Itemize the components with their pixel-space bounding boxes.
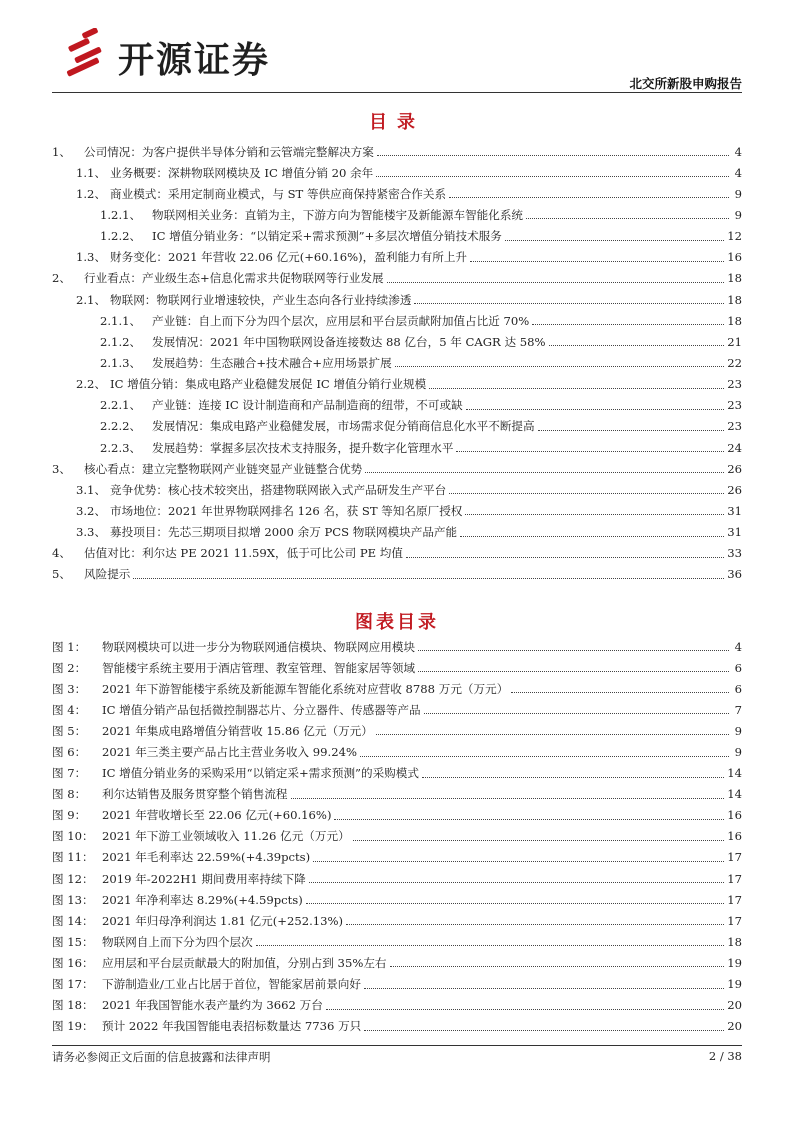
entry-number: 图 7： — [52, 766, 87, 781]
entry-page: 17 — [727, 871, 742, 886]
dot-leader — [549, 345, 725, 346]
entry-title: 2021 年归母净利润达 1.81 亿元(+252.13%) — [102, 913, 344, 928]
entry-page: 31 — [727, 503, 742, 518]
toc-entry[interactable] — [52, 564, 742, 585]
entry-number: 3.2、 — [76, 503, 107, 518]
dot-leader — [365, 472, 724, 473]
dot-leader — [418, 671, 729, 672]
entry-number: 2.2.3、 — [100, 440, 142, 455]
entry-title: 募投项目：先芯三期项目拟增 2000 余万 PCS 物联网模块产品产能 — [110, 525, 458, 540]
entry-number: 5、 — [52, 567, 71, 582]
figure-entry[interactable] — [52, 847, 742, 868]
toc-entry[interactable] — [52, 543, 742, 564]
entry-page: 26 — [727, 482, 742, 497]
entry-title: 产业链：自上而下分为四个层次，应用层和平台层贡献附加值占比近 70% — [152, 313, 530, 328]
toc-entry[interactable] — [52, 183, 742, 204]
entry-title: 发展情况：2021 年中国物联网设备连接数达 88 亿台，5 年 CAGR 达 58% — [152, 334, 546, 349]
dot-leader — [406, 557, 724, 558]
entry-page: 6 — [734, 660, 742, 675]
entry-page: 6 — [734, 681, 742, 696]
entry-title: 风险提示 — [84, 567, 131, 582]
entry-title: IC 增值分销业务：“以销定采+需求预测”+多层次增值分销技术服务 — [152, 229, 502, 244]
entry-page: 20 — [727, 998, 742, 1013]
figure-entry[interactable] — [52, 952, 742, 973]
entry-page: 16 — [727, 250, 742, 265]
entry-title: 公司情况：为客户提供半导体分销和云管端完整解决方案 — [84, 144, 374, 159]
entry-number: 图 4： — [52, 702, 87, 717]
figure-entry[interactable] — [52, 974, 742, 995]
dot-leader — [505, 240, 724, 241]
entry-page: 9 — [734, 186, 742, 201]
entry-page: 24 — [727, 440, 742, 455]
entry-page: 26 — [727, 461, 742, 476]
figure-entry[interactable] — [52, 826, 742, 847]
entry-number: 图 5： — [52, 723, 87, 738]
entry-number: 2.2、 — [76, 377, 107, 392]
company-name: 开源证券 — [118, 40, 271, 81]
entry-number: 2.2.1、 — [100, 398, 142, 413]
figure-entry[interactable] — [52, 889, 742, 910]
figure-entry[interactable] — [52, 678, 742, 699]
entry-title: 2021 年我国智能水表产量约为 3662 万台 — [102, 998, 323, 1013]
entry-title: 产业链：连接 IC 设计制造商和产品制造商的纽带，不可或缺 — [152, 398, 463, 413]
entry-title: 物联网相关业务：直销为主，下游方向为智能楼宇及新能源车智能化系统 — [152, 207, 524, 222]
toc-entry[interactable] — [52, 331, 742, 352]
entry-page: 33 — [727, 546, 742, 561]
toc-entry[interactable] — [52, 416, 742, 437]
toc-entry[interactable] — [52, 374, 742, 395]
dot-leader — [532, 324, 724, 325]
entry-number: 1、 — [52, 144, 71, 159]
dot-leader — [364, 988, 724, 989]
dot-leader — [456, 451, 724, 452]
dot-leader — [414, 303, 724, 304]
entry-title: 2019 年-2022H1 期间费用率持续下降 — [102, 871, 306, 886]
dot-leader — [326, 1009, 724, 1010]
entry-title: 估值对比：利尔达 PE 2021 11.59X，低于可比公司 PE 均值 — [84, 546, 403, 561]
figure-entry[interactable] — [52, 657, 742, 678]
dot-leader — [429, 388, 724, 389]
dot-leader — [511, 692, 729, 693]
entry-number: 1.2、 — [76, 186, 107, 201]
entry-page: 18 — [727, 292, 742, 307]
dot-leader — [460, 536, 724, 537]
figure-list-title: 图表目录 — [355, 612, 439, 633]
dot-leader — [256, 945, 725, 946]
entry-title: 商业模式：采用定制商业模式，与 ST 等供应商保持紧密合作关系 — [110, 186, 447, 201]
dot-leader — [466, 409, 725, 410]
dot-leader — [377, 155, 729, 156]
dot-leader — [390, 966, 725, 967]
toc-entry[interactable] — [52, 310, 742, 331]
entry-page: 18 — [727, 313, 742, 328]
toc-entry[interactable] — [52, 395, 742, 416]
footer-divider — [52, 1045, 742, 1046]
entry-page: 4 — [734, 639, 742, 654]
entry-number: 图 6： — [52, 745, 87, 760]
dot-leader — [418, 650, 729, 651]
entry-number: 2.2.2、 — [100, 419, 142, 434]
entry-page: 17 — [727, 892, 742, 907]
entry-title: 2021 年三类主要产品占比主营业务收入 99.24% — [102, 745, 357, 760]
entry-page: 36 — [727, 567, 742, 582]
entry-title: 2021 年净利率达 8.29%(+4.59pcts) — [102, 892, 303, 907]
entry-number: 图 12： — [52, 871, 94, 886]
dot-leader — [395, 366, 725, 367]
entry-page: 31 — [727, 525, 742, 540]
entry-title: 业务概要：深耕物联网模块及 IC 增值分销 20 余年 — [110, 165, 374, 180]
footer-disclaimer: 请务必参阅正文后面的信息披露和法律声明 — [52, 1050, 271, 1064]
entry-page: 19 — [727, 977, 742, 992]
entry-number: 3.3、 — [76, 525, 107, 540]
entry-number: 2.1.1、 — [100, 313, 142, 328]
dot-leader — [291, 798, 725, 799]
dot-leader — [422, 777, 724, 778]
entry-title: 2021 年下游工业领域收入 11.26 亿元（万元） — [102, 829, 350, 844]
entry-title: 竞争优势：核心技术较突出，搭建物联网嵌入式产品研发生产平台 — [110, 482, 447, 497]
entry-title: 财务变化：2021 年营收 22.06 亿元(+60.16%)，盈利能力有所上升 — [110, 250, 468, 265]
entry-page: 19 — [727, 955, 742, 970]
entry-page: 16 — [727, 829, 742, 844]
figure-entry[interactable] — [52, 868, 742, 889]
entry-page: 12 — [727, 229, 742, 244]
entry-title: 2021 年毛利率达 22.59%(+4.39pcts) — [102, 850, 311, 865]
entry-title: 应用层和平台层贡献最大的附加值，分别占到 35%左右 — [102, 955, 387, 970]
entry-title: 利尔达销售及服务贯穿整个销售流程 — [102, 787, 288, 802]
entry-number: 1.2.1、 — [100, 207, 142, 222]
header-divider — [52, 92, 742, 93]
entry-page: 21 — [727, 334, 742, 349]
toc-entry[interactable] — [52, 247, 742, 268]
dot-leader — [424, 713, 729, 714]
figure-entry[interactable] — [52, 805, 742, 826]
entry-title: 下游制造业/工业占比居于首位，智能家居前景向好 — [102, 977, 361, 992]
entry-title: 发展趋势：生态融合+技术融合+应用场景扩展 — [152, 355, 392, 370]
dot-leader — [133, 578, 724, 579]
page-header — [52, 22, 742, 92]
figure-entry[interactable] — [52, 636, 742, 657]
report-type-label: 北交所新股申购报告 — [629, 76, 742, 91]
figure-entry[interactable] — [52, 931, 742, 952]
entry-number: 1.1、 — [76, 165, 107, 180]
entry-number: 1.2.2、 — [100, 229, 142, 244]
entry-title: 2021 年集成电路增值分销营收 15.86 亿元（万元） — [102, 723, 373, 738]
dot-leader — [334, 819, 724, 820]
dot-leader — [465, 514, 724, 515]
entry-title: 物联网自上而下分为四个层次 — [102, 934, 253, 949]
figure-entry[interactable] — [52, 995, 742, 1016]
entry-number: 图 9： — [52, 808, 87, 823]
dot-leader — [353, 840, 725, 841]
toc-entry[interactable] — [52, 268, 742, 289]
entry-title: IC 增值分销业务的采购采用“以销定采+需求预测”的采购模式 — [102, 766, 419, 781]
dot-leader — [449, 493, 724, 494]
entry-page: 7 — [734, 702, 742, 717]
toc-entry[interactable] — [52, 162, 742, 183]
entry-page: 9 — [734, 745, 742, 760]
entry-number: 图 19： — [52, 1019, 94, 1034]
toc-entry[interactable] — [52, 289, 742, 310]
entry-page: 23 — [727, 398, 742, 413]
entry-title: 发展趋势：掌握多层次技术支持服务，提升数字化管理水平 — [152, 440, 454, 455]
entry-number: 图 3： — [52, 681, 87, 696]
dot-leader — [449, 197, 729, 198]
figure-entry[interactable] — [52, 1016, 742, 1037]
entry-number: 2.1.3、 — [100, 355, 142, 370]
toc-entry[interactable] — [52, 226, 742, 247]
toc-entry[interactable] — [52, 500, 742, 521]
entry-title: IC 增值分销：集成电路产业稳健发展促 IC 增值分销行业规模 — [110, 377, 427, 392]
dot-leader — [376, 176, 729, 177]
entry-number: 图 2： — [52, 660, 87, 675]
entry-title: 市场地位：2021 年世界物联网排名 126 名，获 ST 等知名原厂授权 — [110, 503, 463, 518]
toc-entry[interactable] — [52, 141, 742, 162]
entry-title: 2021 年下游智能楼宇系统及新能源车智能化系统对应营收 8788 万元（万元） — [102, 681, 509, 696]
entry-number: 图 18： — [52, 998, 94, 1013]
page-number: 2 / 38 — [708, 1049, 742, 1063]
entry-number: 图 1： — [52, 639, 87, 654]
entry-page: 23 — [727, 377, 742, 392]
entry-number: 图 14： — [52, 913, 94, 928]
dot-leader — [364, 1030, 724, 1031]
entry-page: 16 — [727, 808, 742, 823]
entry-page: 20 — [727, 1019, 742, 1034]
dot-leader — [538, 430, 725, 431]
figure-entry[interactable] — [52, 699, 742, 720]
entry-number: 图 15： — [52, 934, 94, 949]
entry-number: 2、 — [52, 271, 71, 286]
entry-page: 23 — [727, 419, 742, 434]
entry-number: 图 16： — [52, 955, 94, 970]
entry-title: 物联网模块可以进一步分为物联网通信模块、物联网应用模块 — [102, 639, 416, 654]
entry-title: 行业看点：产业级生态+信息化需求共促物联网等行业发展 — [84, 271, 384, 286]
entry-title: 智能楼宇系统主要用于酒店管理、教室管理、智能家居等领域 — [102, 660, 416, 675]
entry-page: 17 — [727, 850, 742, 865]
entry-page: 4 — [734, 144, 742, 159]
entry-number: 3、 — [52, 461, 71, 476]
figure-entry[interactable] — [52, 741, 742, 762]
entry-page: 22 — [727, 355, 742, 370]
entry-number: 图 8： — [52, 787, 87, 802]
figure-list — [52, 636, 742, 1037]
dot-leader — [309, 882, 725, 883]
figure-entry[interactable] — [52, 910, 742, 931]
company-logo — [62, 28, 322, 81]
figure-entry[interactable] — [52, 763, 742, 784]
toc-entry[interactable] — [52, 458, 742, 479]
toc-entry[interactable] — [52, 479, 742, 500]
dot-leader — [387, 282, 725, 283]
entry-number: 2.1.2、 — [100, 334, 142, 349]
entry-title: 发展情况：集成电路产业稳健发展，市场需求促分销商信息化水平不断提高 — [152, 419, 535, 434]
entry-page: 9 — [734, 207, 742, 222]
toc-entry[interactable] — [52, 437, 742, 458]
entry-page: 18 — [727, 271, 742, 286]
entry-page: 4 — [734, 165, 742, 180]
entry-page: 14 — [727, 766, 742, 781]
entry-title: IC 增值分销产品包括微控制器芯片、分立器件、传感器等产品 — [102, 702, 421, 717]
table-of-contents — [52, 141, 742, 585]
dot-leader — [526, 218, 729, 219]
entry-number: 4、 — [52, 546, 71, 561]
dot-leader — [346, 924, 724, 925]
entry-number: 图 13： — [52, 892, 94, 907]
dot-leader — [306, 903, 724, 904]
entry-number: 2.1、 — [76, 292, 107, 307]
entry-number: 3.1、 — [76, 482, 107, 497]
dot-leader — [360, 756, 729, 757]
entry-number: 图 17： — [52, 977, 94, 992]
figure-entry[interactable] — [52, 720, 742, 741]
logo-mark-icon — [62, 28, 114, 78]
entry-page: 17 — [727, 913, 742, 928]
entry-page: 9 — [734, 723, 742, 738]
entry-title: 核心看点：建立完整物联网产业链突显产业链整合优势 — [84, 461, 363, 476]
toc-entry[interactable] — [52, 204, 742, 225]
figure-entry[interactable] — [52, 784, 742, 805]
entry-title: 2021 年营收增长至 22.06 亿元(+60.16%) — [102, 808, 332, 823]
dot-leader — [376, 734, 729, 735]
entry-title: 预计 2022 年我国智能电表招标数量达 7736 万只 — [102, 1019, 362, 1034]
entry-number: 图 10： — [52, 829, 94, 844]
dot-leader — [313, 861, 724, 862]
entry-page: 18 — [727, 934, 742, 949]
toc-entry[interactable] — [52, 352, 742, 373]
entry-title: 物联网：物联网行业增速较快，产业生态向各行业持续渗透 — [110, 292, 412, 307]
toc-title: 目录 — [369, 112, 425, 133]
entry-number: 1.3、 — [76, 250, 107, 265]
entry-page: 14 — [727, 787, 742, 802]
dot-leader — [470, 261, 724, 262]
entry-number: 图 11： — [52, 850, 94, 865]
toc-entry[interactable] — [52, 522, 742, 543]
